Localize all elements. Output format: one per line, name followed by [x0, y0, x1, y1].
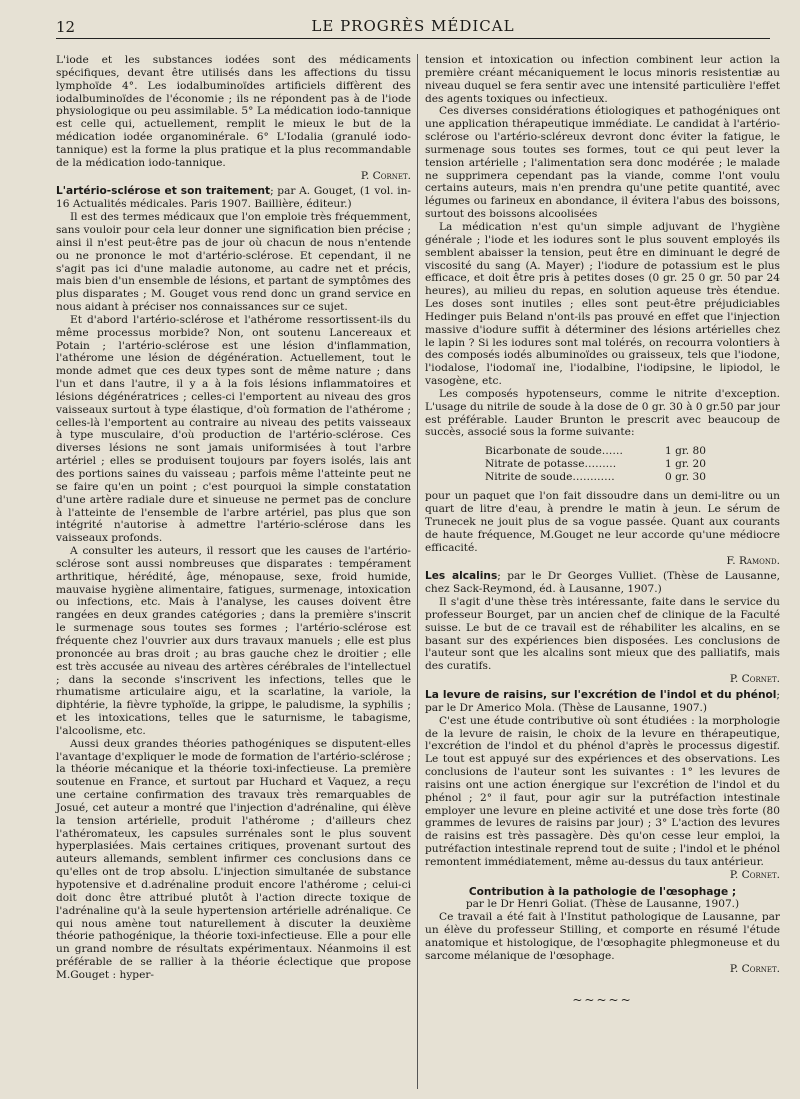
review-heading-levure [425, 689, 780, 715]
column-divider [417, 54, 418, 1089]
paragraph: Et d'abord l'artério-sclérose et l'athérome ressortissent-ils du même processus morbide? Non, ont soutenu Lancereaux et Potain ; l'artério-sclérose est une lésion d'inflammation, l'athérome une lésion de dégénération. Actuellement, tout le monde admet que ces deux types sont de même nature ; dans l'un et dans l'autre, il y a à la fois lésions inflammatoires et lésions dégénératrices ; celles-ci l'emportent au niveau des gros vaisseaux surtout à type élastique, d'où formation de l'athérome ; celles-là l'emportent au contraire au niveau des petits vaisseaux à type musculaire, d'où production de l'artério-sclérose. Ces diverses lésions ne sont jamais uniformisées à tout l'arbre artériel ; elles se produisent toujours par foyers isolés, lais ant des portions saines du vaisseau ; parfois même l'atteinte peut ne se faire qu'en un point ; c'est pourquoi la simple constatation d'une artère radiale dure et sinueuse ne permet pas de conclure à l'atteinte de l'ensemble de l'arbre artériel, pas plus que son intégrité n'autorise à admettre l'artério-sclérose dans les vaisseaux profonds. [56, 313, 411, 545]
review-reference: par le Dr Henri Goliat. (Thèse de Lausanne, 1907.) [465, 898, 740, 911]
formula-row: Bicarbonate de soude…… 1 gr. 80 [485, 445, 707, 458]
paragraph: Il s'agit d'une thèse très intéressante, faite dans le service du professeur Bourget, par un ancien chef de clinique de la Faculté suisse. Le but de ce travail est de réhabiliter les alcalins, en se basant sur des expériences bien disposées. Les conclusions de l'auteur sont que les alcalins sont mieux que des palliatifs, mais des curatifs. [425, 596, 780, 673]
signature: P. Cornet. [360, 169, 411, 182]
paragraph: L'iode et les substances iodées sont des médicaments spécifiques, devant être utilisés dans les affections du tissu lymphoïde 4°. Les iodalbuminoïdes artificiels diffèrent des iodalbuminoïdes de l'économie ; ils ne répondent pas à de l'iode physiologique ou peu assimilable. 5° La médication iodo-tannique est celle qui, actuellement, remplit le mieux le but de la médication iodée organominérale. 6° L'Iodalia (granulé iodo-tannique) est la forme la plus pratique et la plus recommandable de la médication iodo-tannique. [56, 54, 411, 169]
review-title: L'artério-sclérose et son traitement [56, 185, 271, 198]
review-heading-alcalins [425, 570, 780, 596]
signature: P. Cornet. [729, 673, 780, 686]
formula-row: Nitrite de soude………… 0 gr. 30 [485, 471, 707, 484]
paragraph: pour un paquet que l'on fait dissoudre dans un demi-litre ou un quart de litre d'eau, à prendre le matin à jeun. Le sérum de Trunecek ne jouit plus de sa vogue passée. Quant aux courants de haute fréquence, M.Gouget ne leur accorde qu'une médiocre efficacité. [425, 490, 780, 554]
paragraph: C'est une étude contributive où sont étudiées : la morphologie de la levure de raisin, le choix de la levure en thérapeutique, l'excrétion de l'indol et du phénol d'après le processus digestif. Le tout est appuyé sur des expériences et des observations. Les conclusions de l'auteur sont les suivantes : 1° les levures de raisins ont une action énergique sur l'excrétion de l'indol et du phénol ; 2° il faut, pour agir sur la putréfaction intestinale employer une levure en pleine activité et une dose très forte (80 grammes de levures de raisins par jour) ; 3° L'action des levures de raisins est très passagère. Dès qu'on cesse leur emploi, la putréfaction intestinale reprend tout de suite ; l'indol et le phénol remontent immédiatement, même au-dessus du taux antérieur. [425, 714, 780, 868]
paragraph: La médication n'est qu'un simple adjuvant de l'hygiène générale ; l'iode et les iodures sont le plus souvent employés ils semblent abaisser la tension, peut être en diminuant le degré de viscosité du sang (A. Mayer) ; l'iodure de potassium est le plus efficace, et doit être pris à petites doses (0 gr. 25 0 gr. 50 par 24 heures), au milieu du repas, en solution aqueuse très étendue. Les doses sont inutiles ; elles sont peut-être préjudiciables Hedinger puis Beland n'ont-ils pas prouvé en effet que l'injection massive d'iodure suffit à déterminer des lésions artérielles chez le lapin ? Si les iodures sont mal tolérés, on recourra volontiers à des composés iodés albuminoïdes ou graisseux, tels que l'iodone, l'iodalose, l'iodomaï ine, l'iodalbine, l'iodipsine, le lipiodol, le vasogène, etc. [425, 220, 780, 388]
review-heading-arteriosclerose [56, 185, 411, 211]
page-header [56, 14, 770, 39]
journal-title: LE PROGRÈS MÉDICAL [311, 17, 515, 35]
paragraph: Il est des termes médicaux que l'on emploie très fréquemment, sans vouloir pour cela leur donner une signification bien précise ; ainsi il n'est peut-être pas de jour où chacun de nous n'entende ou ne prononce le mot d'artério-sclérose. Et cependant, il ne s'agit pas ici d'une maladie autonome, au cadre net et précis, mais bien d'un ensemble de lésions, et partant de symptômes des plus disparates ; M. Gouget vous rend donc un grand service en nous aidant à préciser nos connaissances sur ce sujet. [56, 211, 411, 314]
paragraph: A consulter les auteurs, il ressort que les causes de l'artério-sclérose sont aussi nombreuses que disparates : tempérament arthritique, hérédité, âge, ménopause, sexe, froid humide, mauvaise hygiène alimentaire, fatigues, surmenage, intoxication ou infections, etc. Mais à l'analyse, les causes doivent être rangées en deux grandes catégories ; dans la première s'inscrit le surmenage sous toutes ses formes ; l'artério-sclérose est fréquente chez l'ouvrier aux durs travaux manuels ; elle est plus prononcée au bras droit ; au bras gauche chez le droitier ; elle est très accusée au niveau des artères cérébrales de l'intellectuel ; dans la seconde s'inscrivent les infections, telles que le rhumatisme articulaire aigu, et la scarlatine, la variole, la diphtérie, la fièvre typhoïde, la grippe, le paludisme, la syphilis ; et les intoxications, telles que le saturnisme, le tabagisme, l'alcoolisme, etc. [56, 545, 411, 737]
review-reference: ; par le Dr Americo Mola. (Thèse de Lausanne, 1907.) [425, 688, 780, 714]
paragraph: tension et intoxication ou infection combinent leur action la première créant mécaniquement le locus minoris resistentiæ au niveau duquel se fera sentir avec une intensité particulière l'effet des agents toxiques ou infectieux. [425, 54, 780, 105]
paragraph: Aussi deux grandes théories pathogéniques se disputent-elles l'avantage d'expliquer le mode de formation de l'artério-sclérose ; la théorie mécanique et la théorie toxi-infectieuse. La première soutenue en France, et surtout par Huchard et Vaquez, a reçu une certaine confirmation des travaux très remarquables de Josué, cet auteur a montré que l'injection d'adrénaline, qui élève la tension artérielle, produit l'athérome ; d'ailleurs chez l'athéromateux, les capsules surrénales sont le plus souvent hyperplasiées. Mais certaines critiques, provenant surtout des auteurs allemands, semblent infirmer ces conclusions dans ce qu'elles ont de trop absolu. L'injection simultanée de substance hypotensive et d.adrénaline produit encore l'athérome ; celui-ci doit donc être attribué plutôt à l'action directe toxique de l'adrénaline qu'à la seule hypertension artérielle adrénalique. Ce qui nous amène tout naturellement à discuter la deuxième théorie pathogénique, la théorie toxi-infectieuse. Elle a pour elle un grand nombre de résultats expérimentaux. Néanmoins il est préférable de se rallier à la théorie éclectique que propose M.Gouget : hyper- [56, 737, 411, 981]
signature: F. Ramond. [726, 554, 780, 567]
formula-row: Nitrate de potasse……… 1 gr. 20 [485, 458, 707, 471]
page-number: 12 [56, 18, 76, 36]
review-title: Les alcalins [425, 570, 498, 583]
prescription-formula [485, 445, 780, 484]
review-heading-oesophage [425, 886, 780, 912]
review-title: Contribution à la pathologie de l'œsophage ; [468, 885, 737, 898]
end-ornament: ~~~~~ [572, 992, 633, 1007]
right-column [425, 54, 780, 1006]
signature: P. Cornet. [729, 868, 780, 881]
review-title: La levure de raisins, sur l'excrétion de l'indol et du phénol [425, 688, 777, 701]
paragraph: Les composés hypotenseurs, comme le nitrite d'exception. L'usage du nitrile de soude à la dose de 0 gr. 30 à 0 gr.50 par jour est préférable. Lauder Brunton le prescrit avec beaucoup de succès, associé sous la forme suivante: [425, 387, 780, 439]
signature: P. Cornet. [729, 962, 780, 975]
left-column [56, 54, 411, 982]
review-reference: ; par A. Gouget, (1 vol. in-16 Actualités médicales. Paris 1907. Baillière, éditeur.) [56, 185, 411, 211]
paragraph: Ces diverses considérations étiologiques et pathogéniques ont une application thérapeutique immédiate. Le candidat à l'artério-sclérose ou l'artério-scléreux devront donc éviter la fatigue, le surmenage sous toutes ses formes, tout ce qui peut lever la tension artérielle ; l'alimentation sera donc modérée ; le malade ne supprimera cependant pas la viande, comme l'ont voulu certains auteurs, mais n'en prendra qu'une petite quantité, avec légumes ou farineux en abondance, il évitera l'abus des boissons, surtout des boissons alcoolisées [425, 105, 780, 221]
review-reference: ; par le Dr Georges Vulliet. (Thèse de Lausanne, chez Sack-Reymond, éd. à Lausanne, 1907.) [425, 570, 780, 596]
paragraph: Ce travail a été fait à l'Institut pathologique de Lausanne, par un élève du professeur Stilling, et comporte en résumé l'étude anatomique et histologique, de l'œsophagite phlegmoneuse et du sarcome mélanique de l'œsophage. [425, 911, 780, 962]
